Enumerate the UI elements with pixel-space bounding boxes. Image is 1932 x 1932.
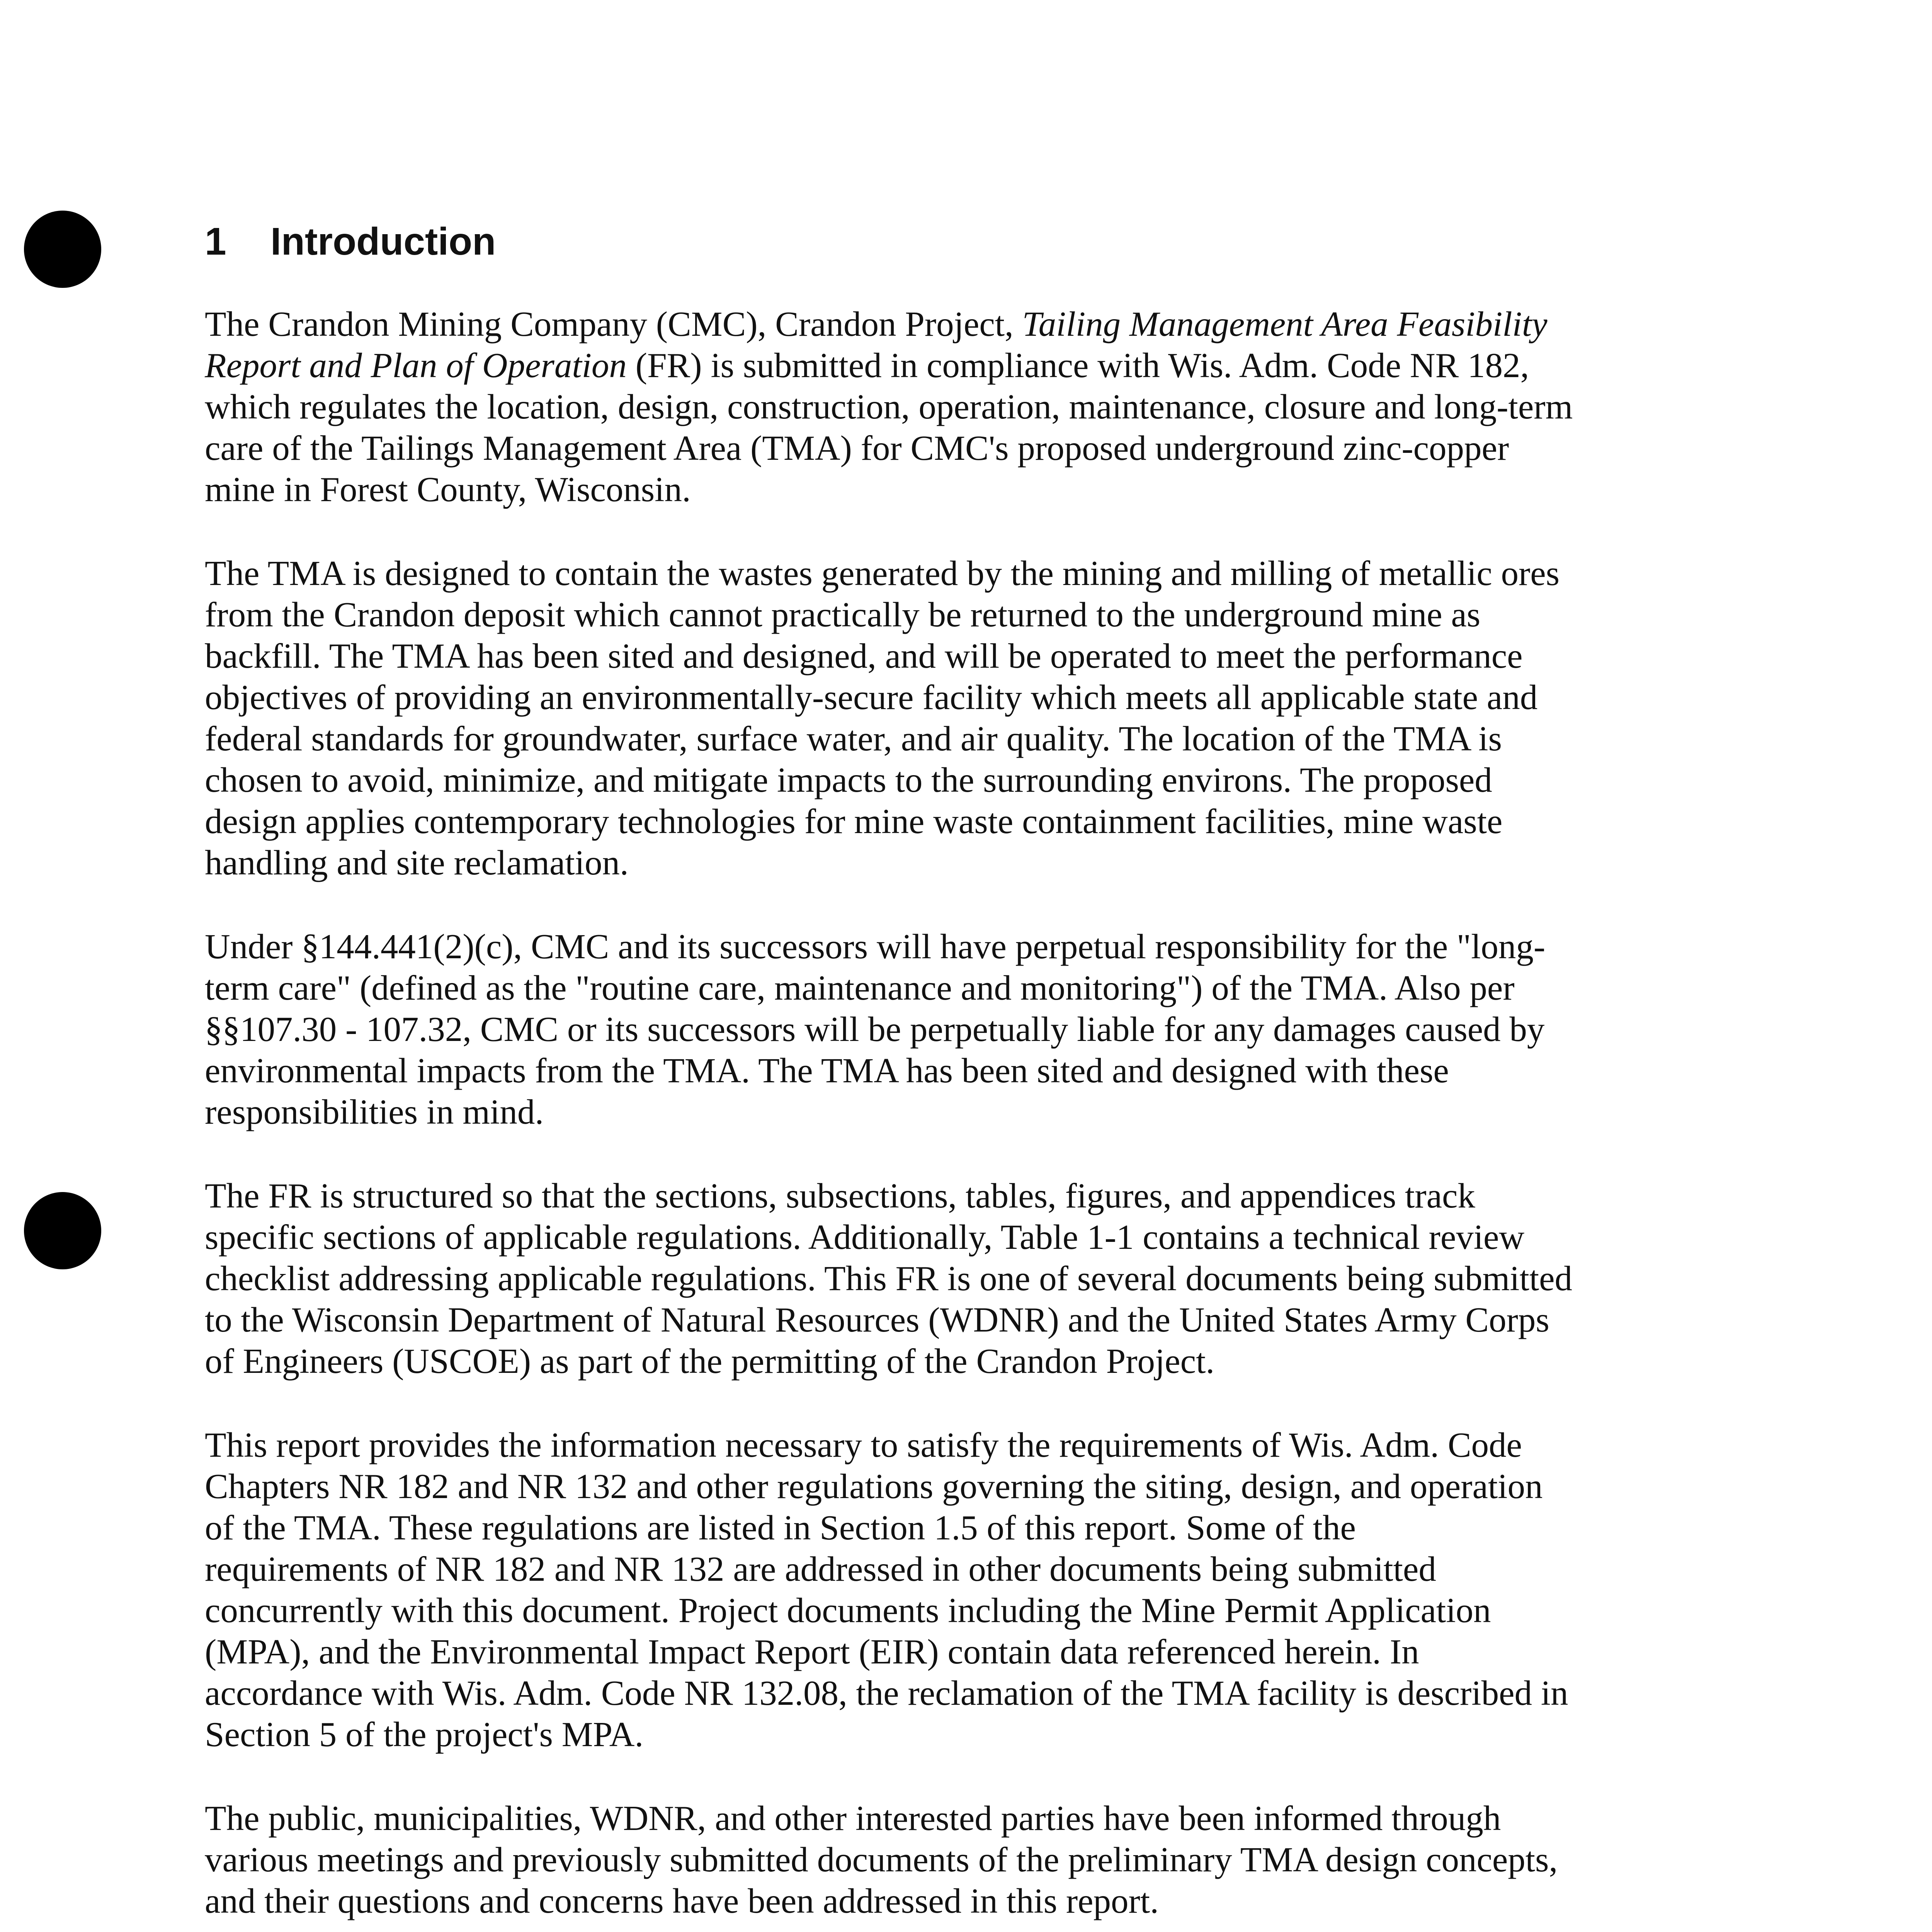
page-body: [205, 216, 1758, 1932]
section-heading: [205, 216, 1758, 267]
paragraph-1: [205, 303, 1758, 510]
paragraph-1-text-b: (FR) is submitted in compliance with Wis. Adm. Code NR 182, which regulates the location, design, construction, operation, maintenance, closure and long-term care of the Tailings Management Area (TMA) for CMC's proposed underground zinc-copper mine in Forest County, Wisconsin.: [205, 346, 1573, 509]
paragraph-4: The FR is structured so that the sections, subsections, tables, figures, and appendices track specific sections of applicable regulations. Additionally, Table 1-1 contains a technical review checklist addressing applicable regulations. This FR is one of several documents being submitted to the Wisconsin Department of Natural Resources (WDNR) and the United States Army Corps of Engineers (USCOE) as part of the permitting of the Crandon Project.: [205, 1176, 1573, 1381]
section-title: Introduction: [270, 220, 496, 263]
binder-hole-middle: [24, 1192, 101, 1269]
paragraph-1-report-title: Tailing Management Area Feasibility Report and Plan of Operation: [205, 304, 1548, 385]
paragraph-1-text-a: The Crandon Mining Company (CMC), Crandon Project,: [205, 304, 1022, 344]
binder-hole-top: [24, 211, 101, 288]
paragraph-5: This report provides the information necessary to satisfy the requirements of Wis. Adm. Code Chapters NR 182 and NR 132 and other regulations governing the siting, design, and operation of the TMA. These regulations are listed in Section 1.5 of this report. Some of the requirements of NR 182 and NR 132 are addressed in other documents being submitted concurrently with this document. Project documents including the Mine Permit Application (MPA), and the Environmental Impact Report (EIR) contain data referenced herein. In accordance with Wis. Adm. Code NR 132.08, the reclamation of the TMA facility is described in Section 5 of the project's MPA.: [205, 1425, 1568, 1754]
section-number: 1: [205, 220, 226, 263]
paragraph-6: The public, municipalities, WDNR, and other interested parties have been informed through various meetings and previously submitted documents of the preliminary TMA design concepts, and their questions and concerns have been addressed in this report.: [205, 1799, 1558, 1920]
paragraph-3: Under §144.441(2)(c), CMC and its successors will have perpetual responsibility for the "long- term care" (defined as the "routine care, maintenance and monitoring") of the TMA. Also per §§107.30 - 107.32, CMC or its successors will be perpetually liable for any damages caused by environmental impacts from the TMA. The TMA has been sited and designed with these responsibilities in mind.: [205, 927, 1546, 1131]
paragraph-2: The TMA is designed to contain the wastes generated by the mining and milling of metallic ores from the Crandon deposit which cannot practically be returned to the underground mine as backfill. The TMA has been sited and designed, and will be operated to meet the performance objectives of providing an environmentally-secure facility which meets all applicable state and federal standards for groundwater, surface water, and air quality. The location of the TMA is chosen to avoid, minimize, and mitigate impacts to the surrounding environs. The proposed design applies contemporary technologies for mine waste containment facilities, mine waste handling and site reclamation.: [205, 554, 1560, 882]
